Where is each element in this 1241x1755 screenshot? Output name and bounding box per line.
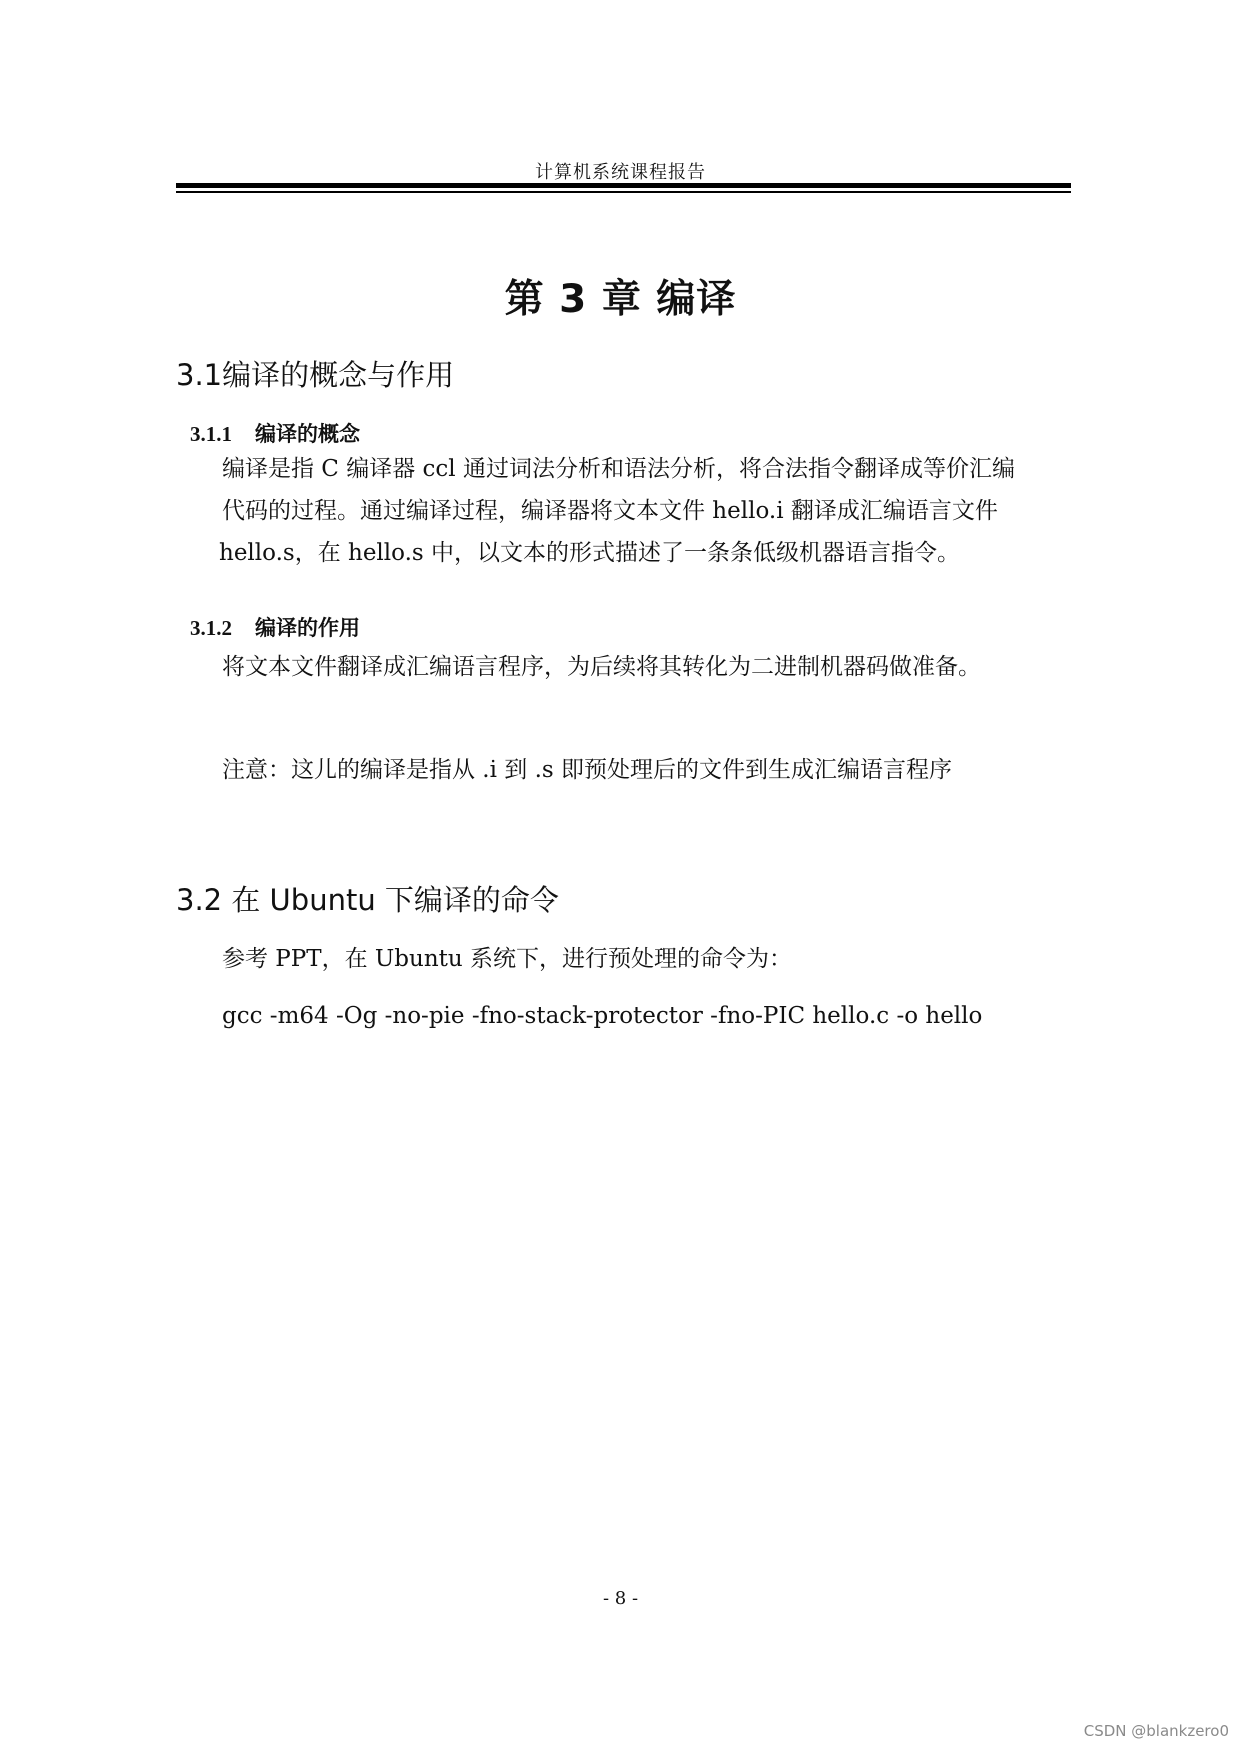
- subsection-heading-3-1-2: [190, 612, 360, 642]
- paragraph-compile-concept: [219, 448, 1015, 574]
- running-header: 计算机系统课程报告: [535, 162, 706, 183]
- section-heading-3-1: 3.1编译的概念与作用: [176, 358, 455, 392]
- paragraph-command-intro: 参考 PPT，在 Ubuntu 系统下，进行预处理的命令为：: [222, 946, 793, 972]
- paragraph-compile-purpose: 将文本文件翻译成汇编语言程序，为后续将其转化为二进制机器码做准备。: [222, 654, 981, 680]
- paragraph-note: 注意：这儿的编译是指从 .i 到 .s 即预处理后的文件到生成汇编语言程序: [222, 757, 953, 783]
- paragraph-line: 编译是指 C 编译器 ccl 通过词法分析和语法分析，将合法指令翻译成等价汇编: [222, 456, 1015, 482]
- header-rule-thick: [176, 183, 1071, 188]
- paragraph-line: 代码的过程。通过编译过程，编译器将文本文件 hello.i 翻译成汇编语言文件: [222, 498, 998, 524]
- gcc-command-line: gcc -m64 -Og -no-pie -fno-stack-protector -fno-PIC hello.c -o hello: [222, 1003, 983, 1029]
- chapter-title: 第 3 章 编译: [504, 277, 737, 322]
- watermark: CSDN @blankzero0: [1083, 1722, 1229, 1740]
- page-number: - 8 -: [602, 1588, 639, 1609]
- subsection-title: 编译的作用: [255, 616, 360, 640]
- header-rule-thin: [176, 191, 1071, 193]
- subsection-number: 3.1.2: [190, 616, 232, 640]
- paragraph-line: hello.s，在 hello.s 中，以文本的形式描述了一条条低级机器语言指令。: [219, 540, 961, 566]
- subsection-number: 3.1.1: [190, 422, 232, 446]
- subsection-heading-3-1-1: [190, 418, 360, 448]
- section-heading-3-2: 3.2 在 Ubuntu 下编译的命令: [176, 883, 559, 917]
- subsection-title: 编译的概念: [255, 422, 360, 446]
